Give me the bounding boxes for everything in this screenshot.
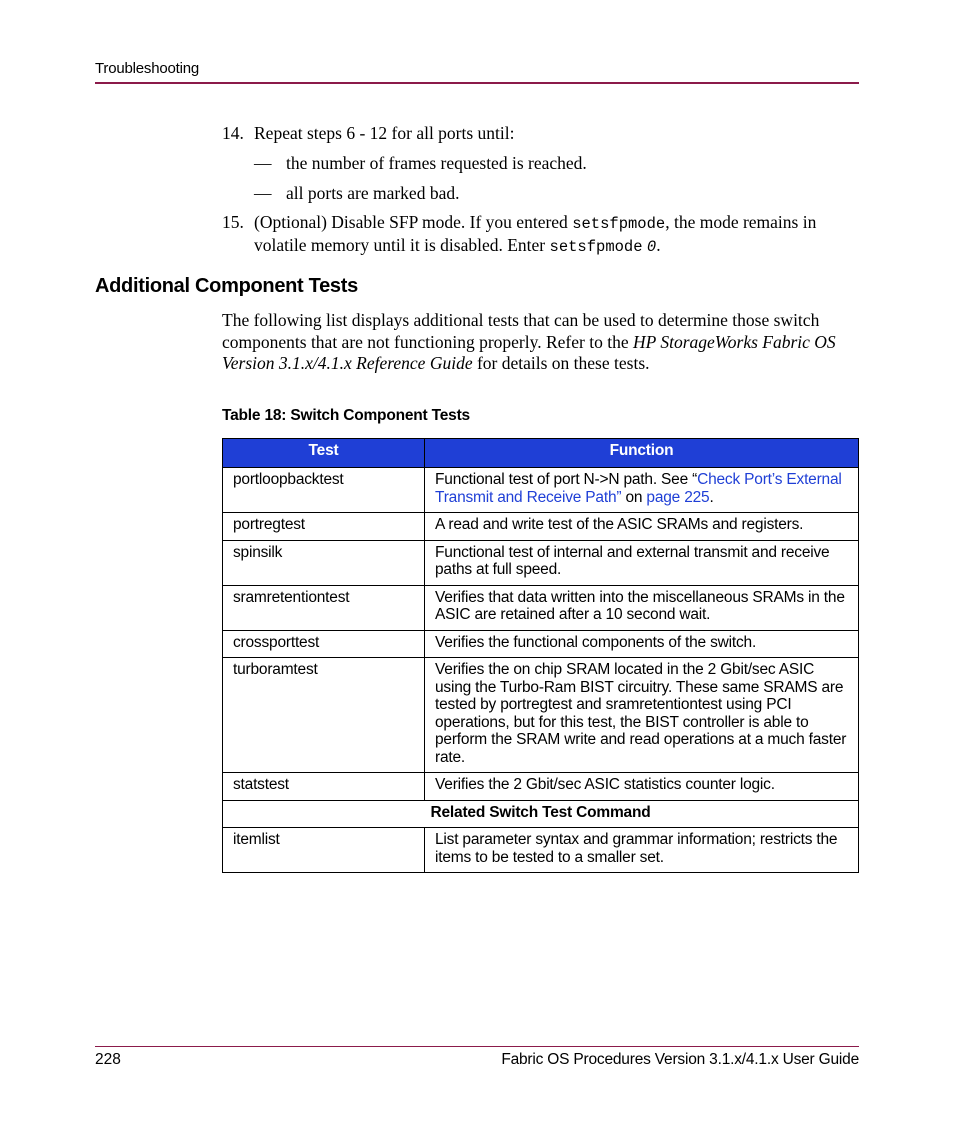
table-header-row bbox=[223, 439, 859, 468]
step-number: 14. bbox=[222, 123, 244, 143]
subitem-text: all ports are marked bad. bbox=[286, 183, 460, 203]
table-row bbox=[223, 773, 859, 801]
step-15 bbox=[222, 212, 862, 258]
procedure-steps bbox=[222, 123, 862, 258]
step-text: Repeat steps 6 - 12 for all ports until: bbox=[254, 123, 515, 143]
code-argument: 0 bbox=[646, 238, 657, 256]
step-text: , the mode remains in volatile memory until it is disabled. Enter bbox=[254, 212, 817, 255]
function-cell: Functional test of internal and external transmit and receive paths at full speed. bbox=[425, 540, 859, 585]
test-name-cell: portregtest bbox=[223, 513, 425, 541]
test-name-cell: spinsilk bbox=[223, 540, 425, 585]
table-section-row bbox=[223, 800, 859, 828]
page-number: 228 bbox=[95, 1051, 121, 1068]
function-text: . bbox=[709, 488, 714, 506]
function-cell: Verifies the functional components of the switch. bbox=[425, 630, 859, 658]
related-command-heading: Related Switch Test Command bbox=[223, 800, 859, 828]
page-reference-link[interactable]: page 225 bbox=[646, 488, 710, 506]
table-row bbox=[223, 658, 859, 773]
function-cell: List parameter syntax and grammar information; restricts the items to be tested to a smaller set. bbox=[425, 828, 859, 873]
intro-paragraph bbox=[222, 310, 862, 375]
step-14-subitem bbox=[222, 153, 862, 174]
function-cell: Verifies the on chip SRAM located in the 2 Gbit/sec ASIC using the Turbo-Ram BIST circuitry. These same SRAMS are tested by portregtest and sramretentiontest using PCI operations, but for this test, the BIST controller is able to perform the SRAM write and read operations at a much faster rate. bbox=[425, 658, 859, 773]
step-text: (Optional) Disable SFP mode. If you entered bbox=[254, 212, 573, 232]
table-row bbox=[223, 585, 859, 630]
footer-rule bbox=[95, 1046, 859, 1047]
step-14 bbox=[222, 123, 862, 144]
test-name-cell: itemlist bbox=[223, 828, 425, 873]
function-cell: Verifies the 2 Gbit/sec ASIC statistics counter logic. bbox=[425, 773, 859, 801]
test-name-cell: crossporttest bbox=[223, 630, 425, 658]
test-name-cell: turboramtest bbox=[223, 658, 425, 773]
step-14-subitem bbox=[222, 183, 862, 204]
function-text: on bbox=[621, 488, 647, 506]
intro-text: for details on these tests. bbox=[472, 353, 650, 373]
table-row bbox=[223, 468, 859, 513]
test-name-cell: sramretentiontest bbox=[223, 585, 425, 630]
code-command: setsfpmode bbox=[572, 215, 666, 233]
header-rule bbox=[95, 82, 859, 84]
function-cell: A read and write test of the ASIC SRAMs and registers. bbox=[425, 513, 859, 541]
step-text: . bbox=[656, 235, 661, 255]
footer-document-title: Fabric OS Procedures Version 3.1.x/4.1.x User Guide bbox=[501, 1051, 859, 1068]
code-command: setsfpmode bbox=[549, 238, 643, 256]
column-header-test: Test bbox=[223, 439, 425, 468]
section-heading: Additional Component Tests bbox=[95, 275, 358, 297]
table-row bbox=[223, 540, 859, 585]
function-cell bbox=[425, 468, 859, 513]
table-row bbox=[223, 513, 859, 541]
em-dash-bullet: — bbox=[254, 183, 272, 203]
switch-component-tests-table bbox=[222, 438, 859, 873]
function-text: Functional test of port N->N path. See “ bbox=[435, 471, 698, 488]
cross-reference-link[interactable]: Check Port’s External Transmit and Receive Path” bbox=[435, 471, 842, 506]
subitem-text: the number of frames requested is reached. bbox=[286, 153, 587, 173]
step-number: 15. bbox=[222, 212, 244, 232]
table-caption: Table 18: Switch Component Tests bbox=[222, 407, 470, 424]
reference-guide-title: HP StorageWorks Fabric OS Version 3.1.x/4.1.x Reference Guide bbox=[222, 331, 836, 373]
test-name-cell: statstest bbox=[223, 773, 425, 801]
em-dash-bullet: — bbox=[254, 153, 272, 173]
column-header-function: Function bbox=[425, 439, 859, 468]
test-name-cell: portloopbacktest bbox=[223, 468, 425, 513]
intro-text: The following list displays additional tests that can be used to determine those switch components that are not functioning properly. Refer to the bbox=[222, 310, 820, 352]
function-cell: Verifies that data written into the miscellaneous SRAMs in the ASIC are retained after a 10 second wait. bbox=[425, 585, 859, 630]
table-row bbox=[223, 630, 859, 658]
table-row bbox=[223, 828, 859, 873]
running-header: Troubleshooting bbox=[95, 60, 200, 77]
